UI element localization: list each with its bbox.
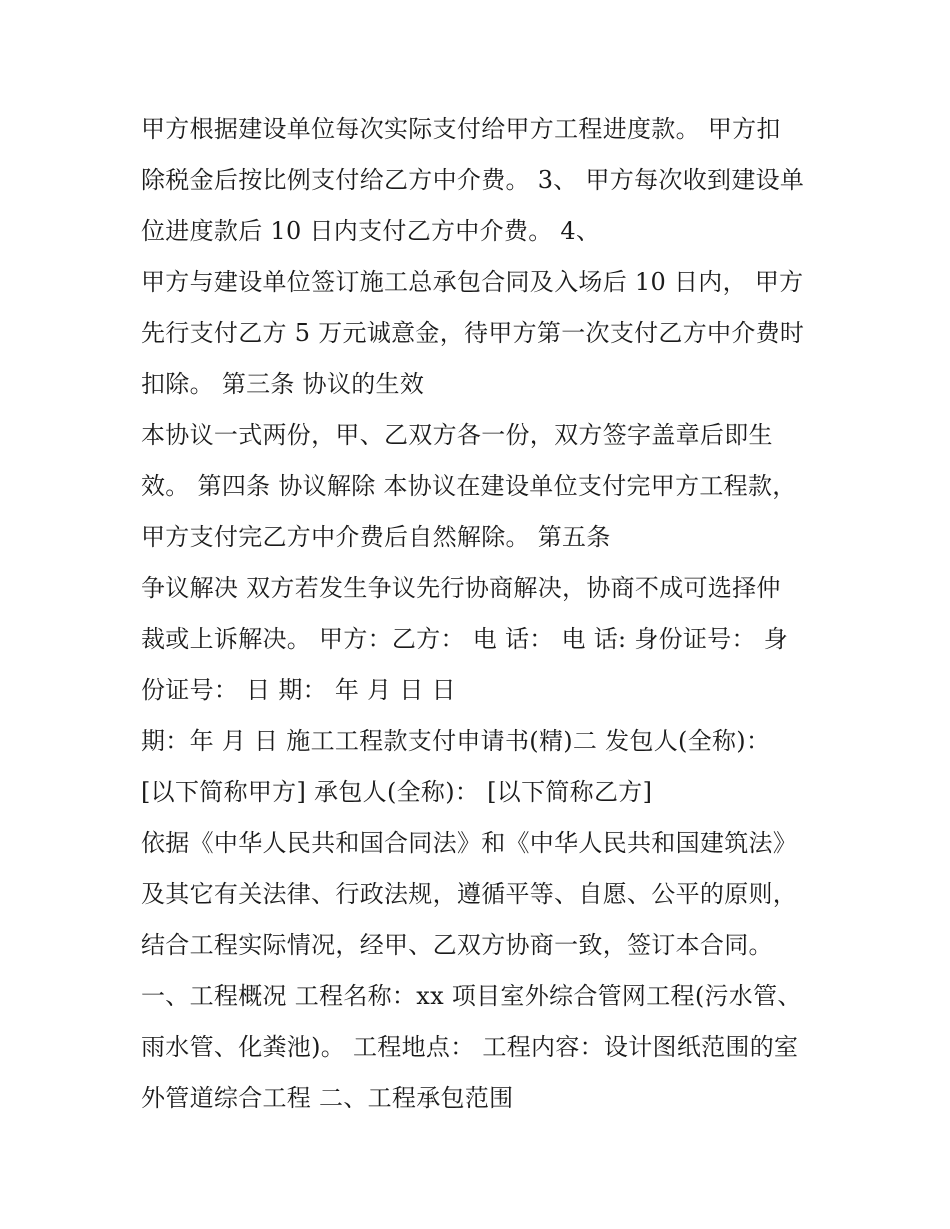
- text-line: 效。 第四条 协议解除 本协议在建设单位支付完甲方工程款，: [141, 472, 797, 500]
- text-line: 先行支付乙方 5 万元诚意金，待甲方第一次支付乙方中介费时: [141, 319, 805, 347]
- text-line: 争议解决 双方若发生争议先行协商解决，协商不成可选择仲: [141, 574, 781, 602]
- text-line: 甲方与建设单位签订施工总承包合同及入场后 10 日内， 甲方: [141, 268, 804, 296]
- text-line: 扣除。 第三条 协议的生效: [141, 370, 425, 398]
- text-line: 甲方支付完乙方中介费后自然解除。 第五条: [141, 523, 611, 551]
- text-line: 裁或上诉解决。 甲方：乙方： 电 话： 电 话: 身份证号： 身: [141, 625, 789, 653]
- document-body: [141, 104, 821, 1124]
- text-line: 依据《中华人民共和国合同法》和《中华人民共和国建筑法》: [141, 829, 798, 857]
- text-line: 及其它有关法律、行政法规，遵循平等、自愿、公平的原则，: [141, 880, 798, 908]
- text-line: 一、工程概况 工程名称：xx 项目室外综合管网工程(污水管、: [141, 982, 802, 1010]
- text-line: 位进度款后 10 日内支付乙方中介费。 4、: [141, 217, 601, 245]
- text-line: 本协议一式两份，甲、乙双方各一份，双方签字盖章后即生: [141, 421, 773, 449]
- text-line: 结合工程实际情况，经甲、乙双方协商一致，签订本合同。: [141, 931, 773, 959]
- text-line: 雨水管、化粪池)。 工程地点： 工程内容：设计图纸范围的室: [141, 1033, 799, 1061]
- text-line: 甲方根据建设单位每次实际支付给甲方工程进度款。 甲方扣: [141, 115, 781, 143]
- text-line: [以下简称甲方] 承包人(全称)： [以下简称乙方]: [141, 778, 653, 806]
- text-line: 除税金后按比例支付给乙方中介费。 3、 甲方每次收到建设单: [141, 166, 805, 194]
- text-line: 份证号： 日 期： 年 月 日 日: [141, 676, 456, 704]
- text-line: 外管道综合工程 二、工程承包范围: [141, 1084, 514, 1112]
- text-line: 期：年 月 日 施工工程款支付申请书(精)二 发包人(全称)：: [141, 727, 771, 755]
